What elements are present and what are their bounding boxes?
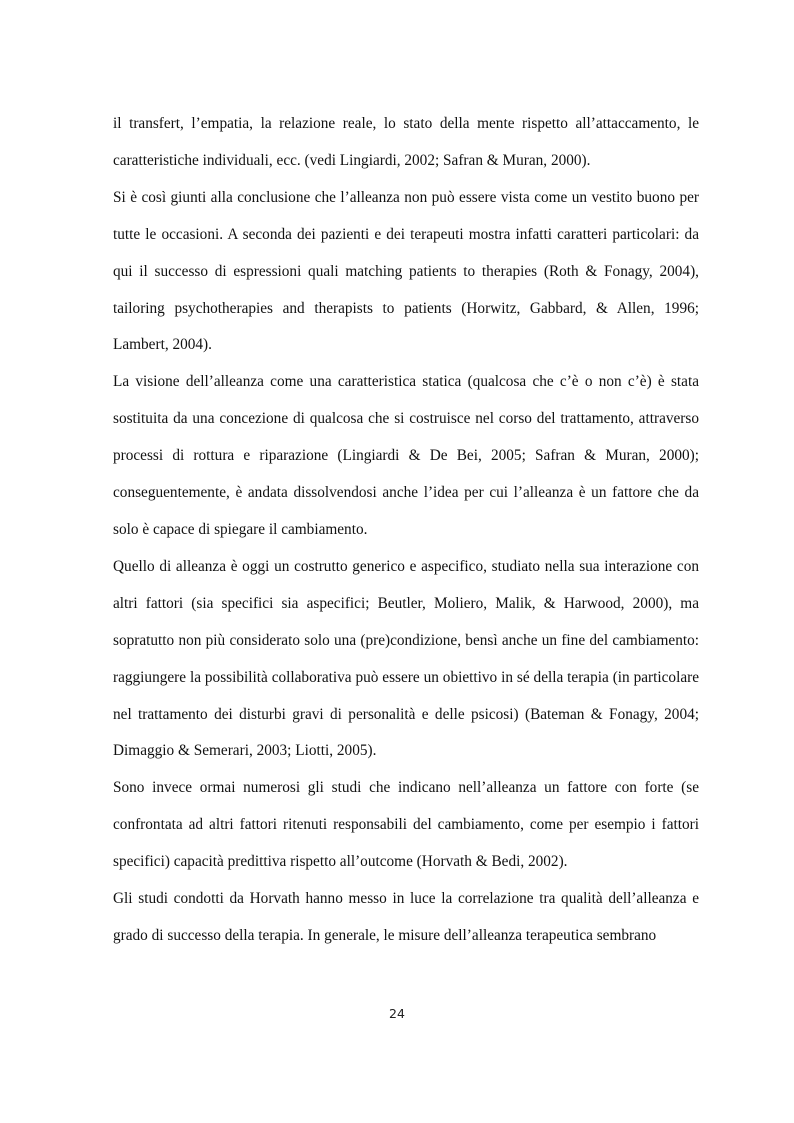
paragraph-3: La visione dell’alleanza come una caratteristica statica (qualcosa che c’è o non c’è) è stata sostituita da una concezione di qualcosa che si costruisce nel corso del trattamento, attraverso processi di rottura e riparazione (Lingiardi & De Bei, 2005; Safran & Muran, 2000); conseguentemente, è andata dissolvendosi anche l’idea per cui l’alleanza è un fattore che da solo è capace di spiegare il cambiamento.	[113, 373, 699, 538]
paragraph-1: il transfert, l’empatia, la relazione reale, lo stato della mente rispetto all’attaccamento, le caratteristiche individuali, ecc. (vedi Lingiardi, 2002; Safran & Muran, 2000).	[113, 115, 699, 169]
page-number: 24	[389, 1006, 405, 1021]
body-text	[113, 106, 699, 955]
paragraph-4: Quello di alleanza è oggi un costrutto generico e aspecifico, studiato nella sua interazione con altri fattori (sia specifici sia aspecifici; Beutler, Moliero, Malik, & Harwood, 2000), ma sopratutto non più considerato solo una (pre)condizione, bensì anche un fine del cambiamento: raggiungere la possibilità collaborativa può essere un obiettivo in sé della terapia (in particolare nel trattamento dei disturbi gravi di personalità e delle psicosi) (Bateman & Fonagy, 2004; Dimaggio & Semerari, 2003; Liotti, 2005).	[113, 557, 699, 760]
paragraph-2: Si è così giunti alla conclusione che l’alleanza non può essere vista come un vestito buono per tutte le occasioni. A seconda dei pazienti e dei terapeuti mostra infatti caratteri particolari: da qui il successo di espressioni quali matching patients to therapies (Roth & Fonagy, 2004), tailoring psychotherapies and therapists to patients (Horwitz, Gabbard, & Allen, 1996; Lambert, 2004).	[113, 188, 699, 354]
paragraph-6: Gli studi condotti da Horvath hanno messo in luce la correlazione tra qualità dell’alleanza e grado di successo della terapia. In generale, le misure dell’alleanza terapeutica sembrano	[113, 890, 699, 944]
paragraph-5: Sono invece ormai numerosi gli studi che indicano nell’alleanza un fattore con forte (se confrontata ad altri fattori ritenuti responsabili del cambiamento, come per esempio i fattori specifici) capacità predittiva rispetto all’outcome (Horvath & Bedi, 2002).	[113, 779, 699, 871]
